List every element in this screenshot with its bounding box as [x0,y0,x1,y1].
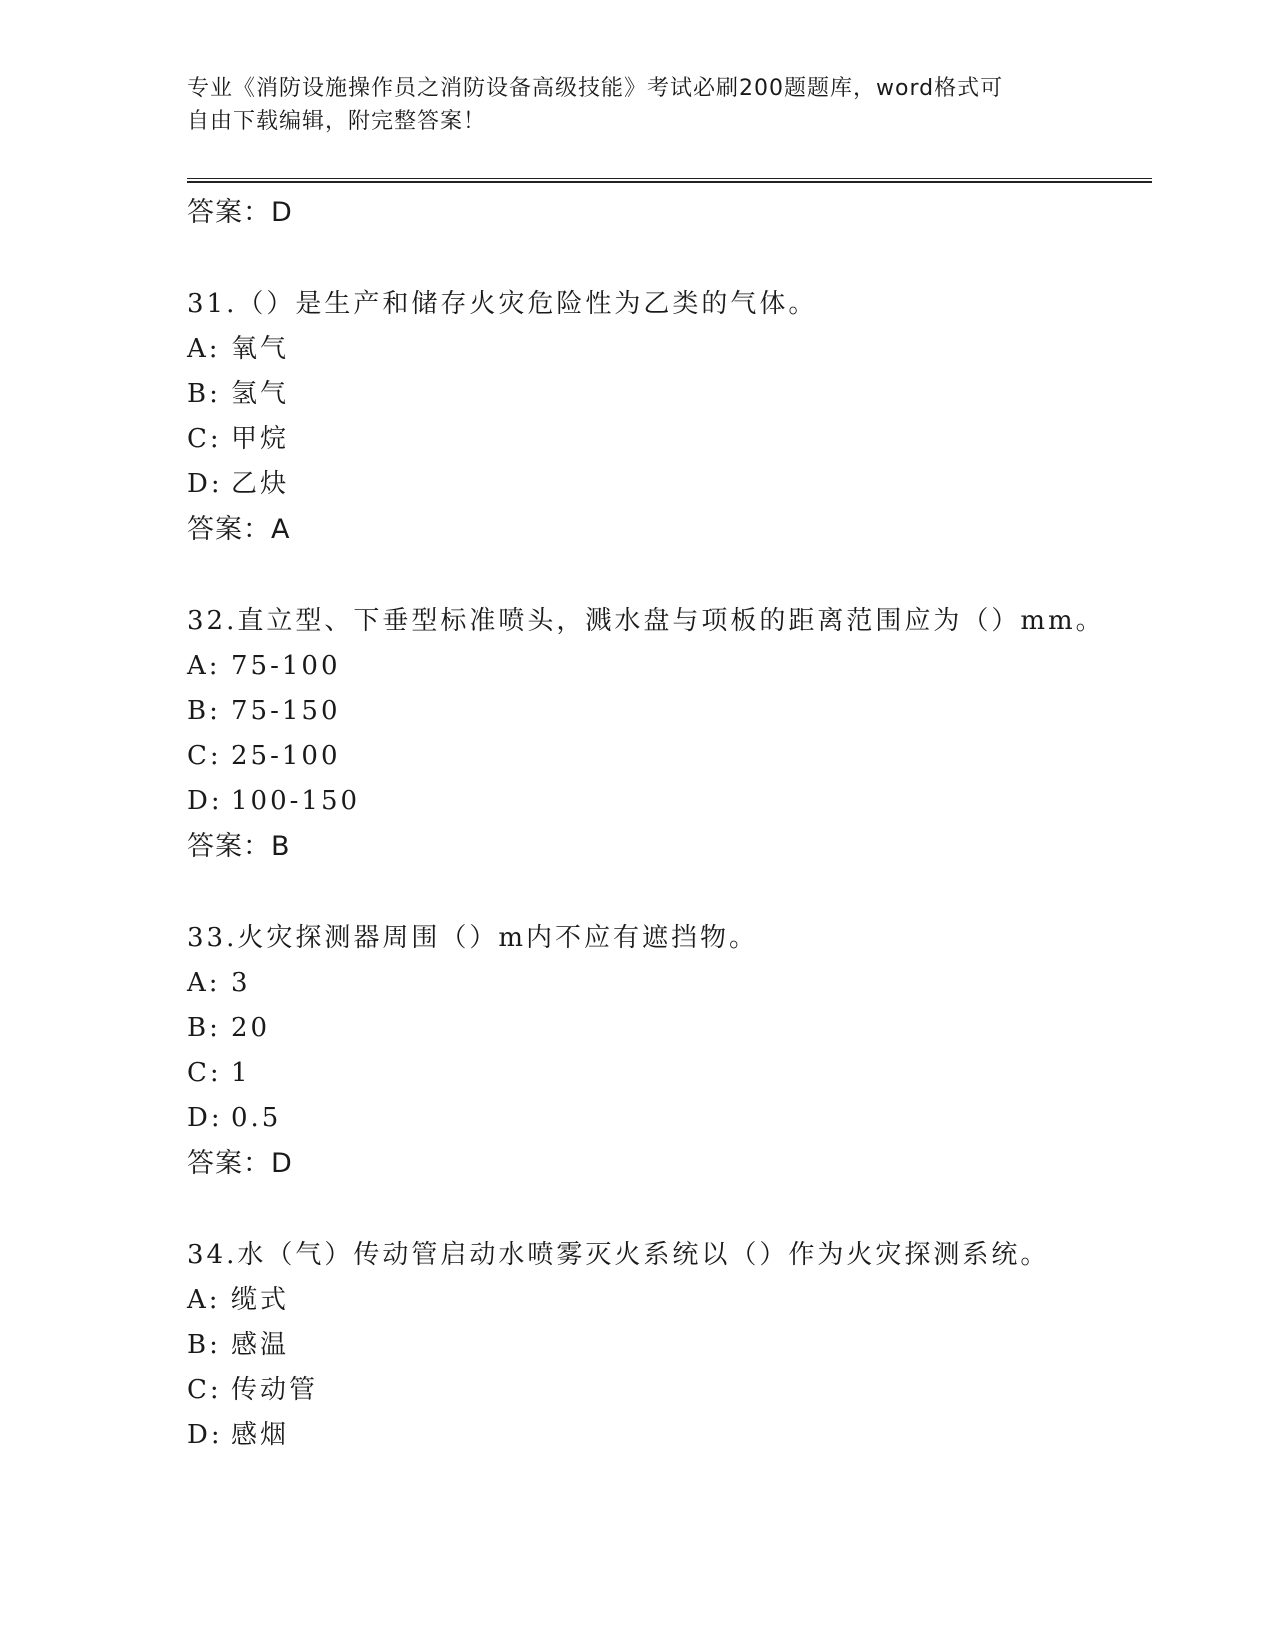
option-letter: A: [187,1285,221,1315]
option-c [187,417,1147,462]
option-letter: B: [187,696,221,726]
answer-line: 答案：D [187,197,293,228]
question-text: 32.直立型、下垂型标准喷头，溅水盘与项板的距离范围应为（）mm。 [187,606,1105,636]
option-text: 25-100 [231,741,341,771]
option-text: 感温 [231,1330,290,1360]
spacer [187,869,1147,916]
option-letter: C: [187,424,222,454]
header-divider [187,178,1152,183]
header-line-2: 自由下载编辑，附完整答案！ [187,109,487,134]
spacer [187,552,1147,599]
option-d [187,779,1147,824]
option-letter: D: [187,1103,223,1133]
spacer [187,1186,1147,1233]
option-text: 甲烷 [231,424,290,454]
option-text: 75-150 [231,696,341,726]
option-text: 缆式 [231,1285,290,1315]
option-a [187,961,1147,1006]
spacer [187,235,1147,282]
option-text: 乙炔 [231,469,290,499]
option-a [187,327,1147,372]
option-letter: A: [187,651,221,681]
option-d [187,462,1147,507]
option-text: 0.5 [231,1103,282,1133]
option-letter: C: [187,1058,222,1088]
option-b [187,372,1147,417]
option-b [187,689,1147,734]
option-c [187,1051,1147,1096]
header-line-1: 专业《消防设施操作员之消防设备高级技能》考试必刷200题题库，word格式可 [187,76,1004,101]
option-letter: D: [187,469,223,499]
option-a [187,644,1147,689]
option-text: 感烟 [231,1420,290,1450]
option-d [187,1096,1147,1141]
option-letter: B: [187,1013,221,1043]
question-text: 34.水（气）传动管启动水喷雾灭火系统以（）作为火灾探测系统。 [187,1240,1050,1270]
option-text: 氢气 [231,379,290,409]
option-letter: D: [187,786,223,816]
option-letter: A: [187,334,221,364]
option-text: 传动管 [231,1375,319,1405]
question-text: 31.（）是生产和储存火灾危险性为乙类的气体。 [187,289,818,319]
option-b [187,1006,1147,1051]
option-text: 3 [231,968,251,998]
option-a [187,1278,1147,1323]
answer-line: 答案：D [187,1148,293,1179]
option-text: 氧气 [231,334,290,364]
option-letter: B: [187,1330,221,1360]
option-letter: D: [187,1420,223,1450]
option-c [187,734,1147,779]
page-header [187,72,1067,138]
option-text: 100-150 [231,786,361,816]
option-b [187,1323,1147,1368]
option-letter: C: [187,1375,222,1405]
answer-line: 答案：A [187,514,291,545]
question-text: 33.火灾探测器周围（）m内不应有遮挡物。 [187,923,759,953]
option-letter: C: [187,741,222,771]
answer-line: 答案：B [187,831,291,862]
option-d [187,1413,1147,1458]
option-text: 20 [231,1013,271,1043]
option-letter: B: [187,379,221,409]
option-letter: A: [187,968,221,998]
question-list [187,190,1147,1458]
option-c [187,1368,1147,1413]
option-text: 1 [231,1058,251,1088]
option-text: 75-100 [231,651,341,681]
